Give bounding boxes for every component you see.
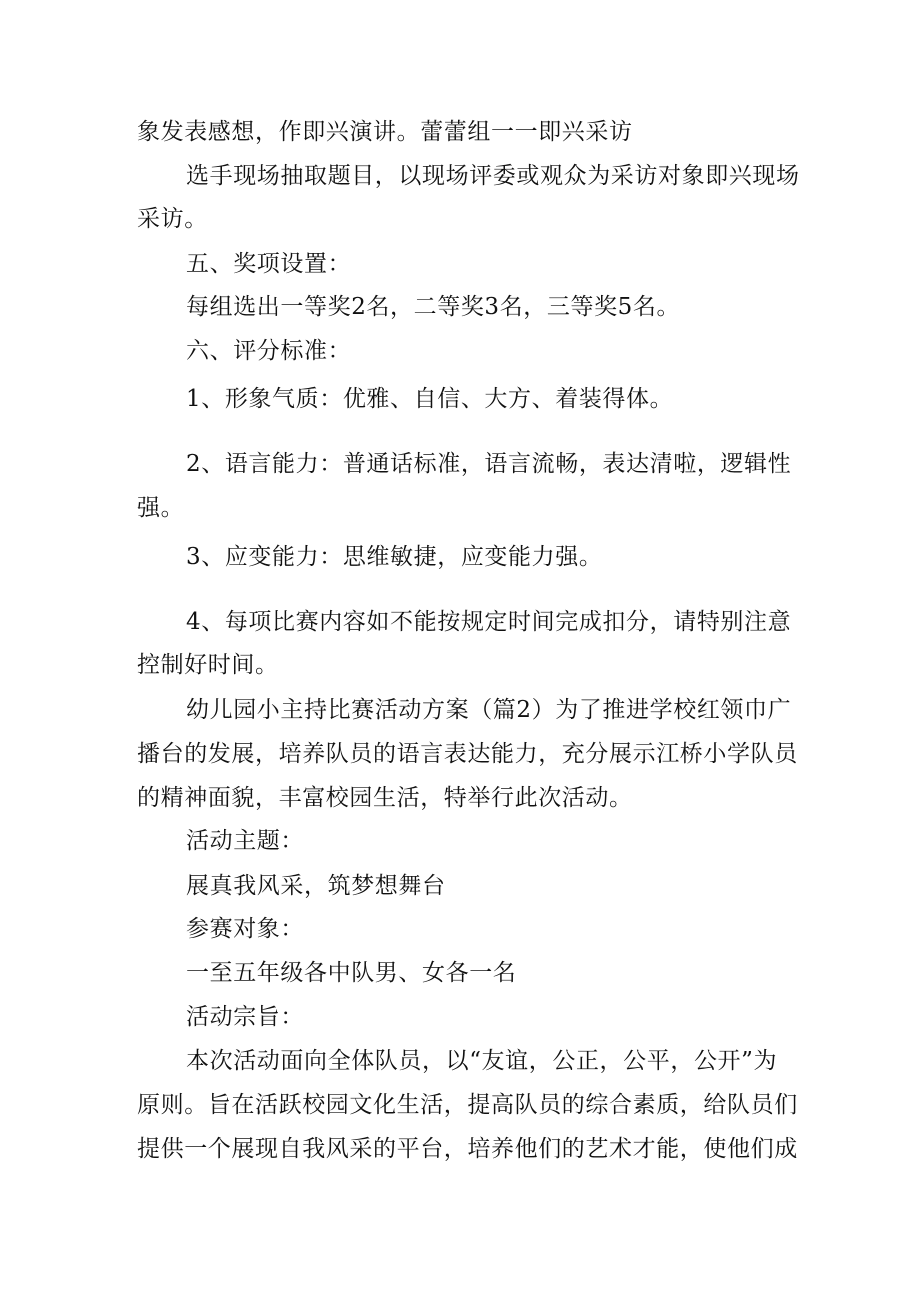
list-item-continuation: 强。 — [137, 495, 185, 521]
paragraph-line: 采访。 — [137, 206, 208, 232]
list-item: 3、应变能力：思维敏捷，应变能力强。 — [186, 544, 603, 570]
list-item-continuation: 控制好时间。 — [137, 652, 279, 678]
paragraph-line: 播台的发展，培养队员的语言表达能力，充分展示江桥小学队员 — [137, 741, 798, 767]
paragraph-line: 提供一个展现自我风采的平台，培养他们的艺术才能，使他们成 — [137, 1136, 798, 1162]
paragraph-line: 每组选出一等奖2名，二等奖3名，三等奖5名。 — [186, 294, 681, 320]
section-heading: 活动主题： — [186, 828, 304, 854]
paragraph-line: 本次活动面向全体队员，以“友谊，公正，公平，公开”为 — [186, 1048, 778, 1074]
paragraph-line: 的精神面貌，丰富校园生活，特举行此次活动。 — [137, 785, 633, 811]
list-item: 4、每项比赛内容如不能按规定时间完成扣分，请特别注意 — [186, 609, 792, 635]
paragraph-line: 展真我风采，筑梦想舞台 — [186, 873, 446, 899]
list-item: 2、语言能力：普通话标准，语言流畅，表达清啦，逻辑性 — [186, 451, 792, 477]
section-heading: 参赛对象： — [186, 916, 304, 942]
section-heading: 活动宗旨： — [186, 1004, 304, 1030]
paragraph-line: 原则。旨在活跃校园文化生活，提高队员的综合素质，给队员们 — [137, 1092, 798, 1118]
list-item: 1、形象气质：优雅、自信、大方、着装得体。 — [186, 386, 674, 412]
paragraph-line: 幼儿园小主持比赛活动方案（篇2）为了推进学校红领巾广 — [186, 697, 792, 723]
paragraph-line: 一至五年级各中队男、女各一名 — [186, 960, 517, 986]
section-heading: 六、评分标准： — [186, 338, 352, 364]
paragraph-line: 选手现场抽取题目，以现场评委或观众为采访对象即兴现场 — [186, 163, 800, 189]
paragraph-line: 象发表感想，作即兴演讲。蕾蕾组一一即兴采访 — [137, 119, 633, 145]
section-heading: 五、奖项设置： — [186, 251, 352, 277]
